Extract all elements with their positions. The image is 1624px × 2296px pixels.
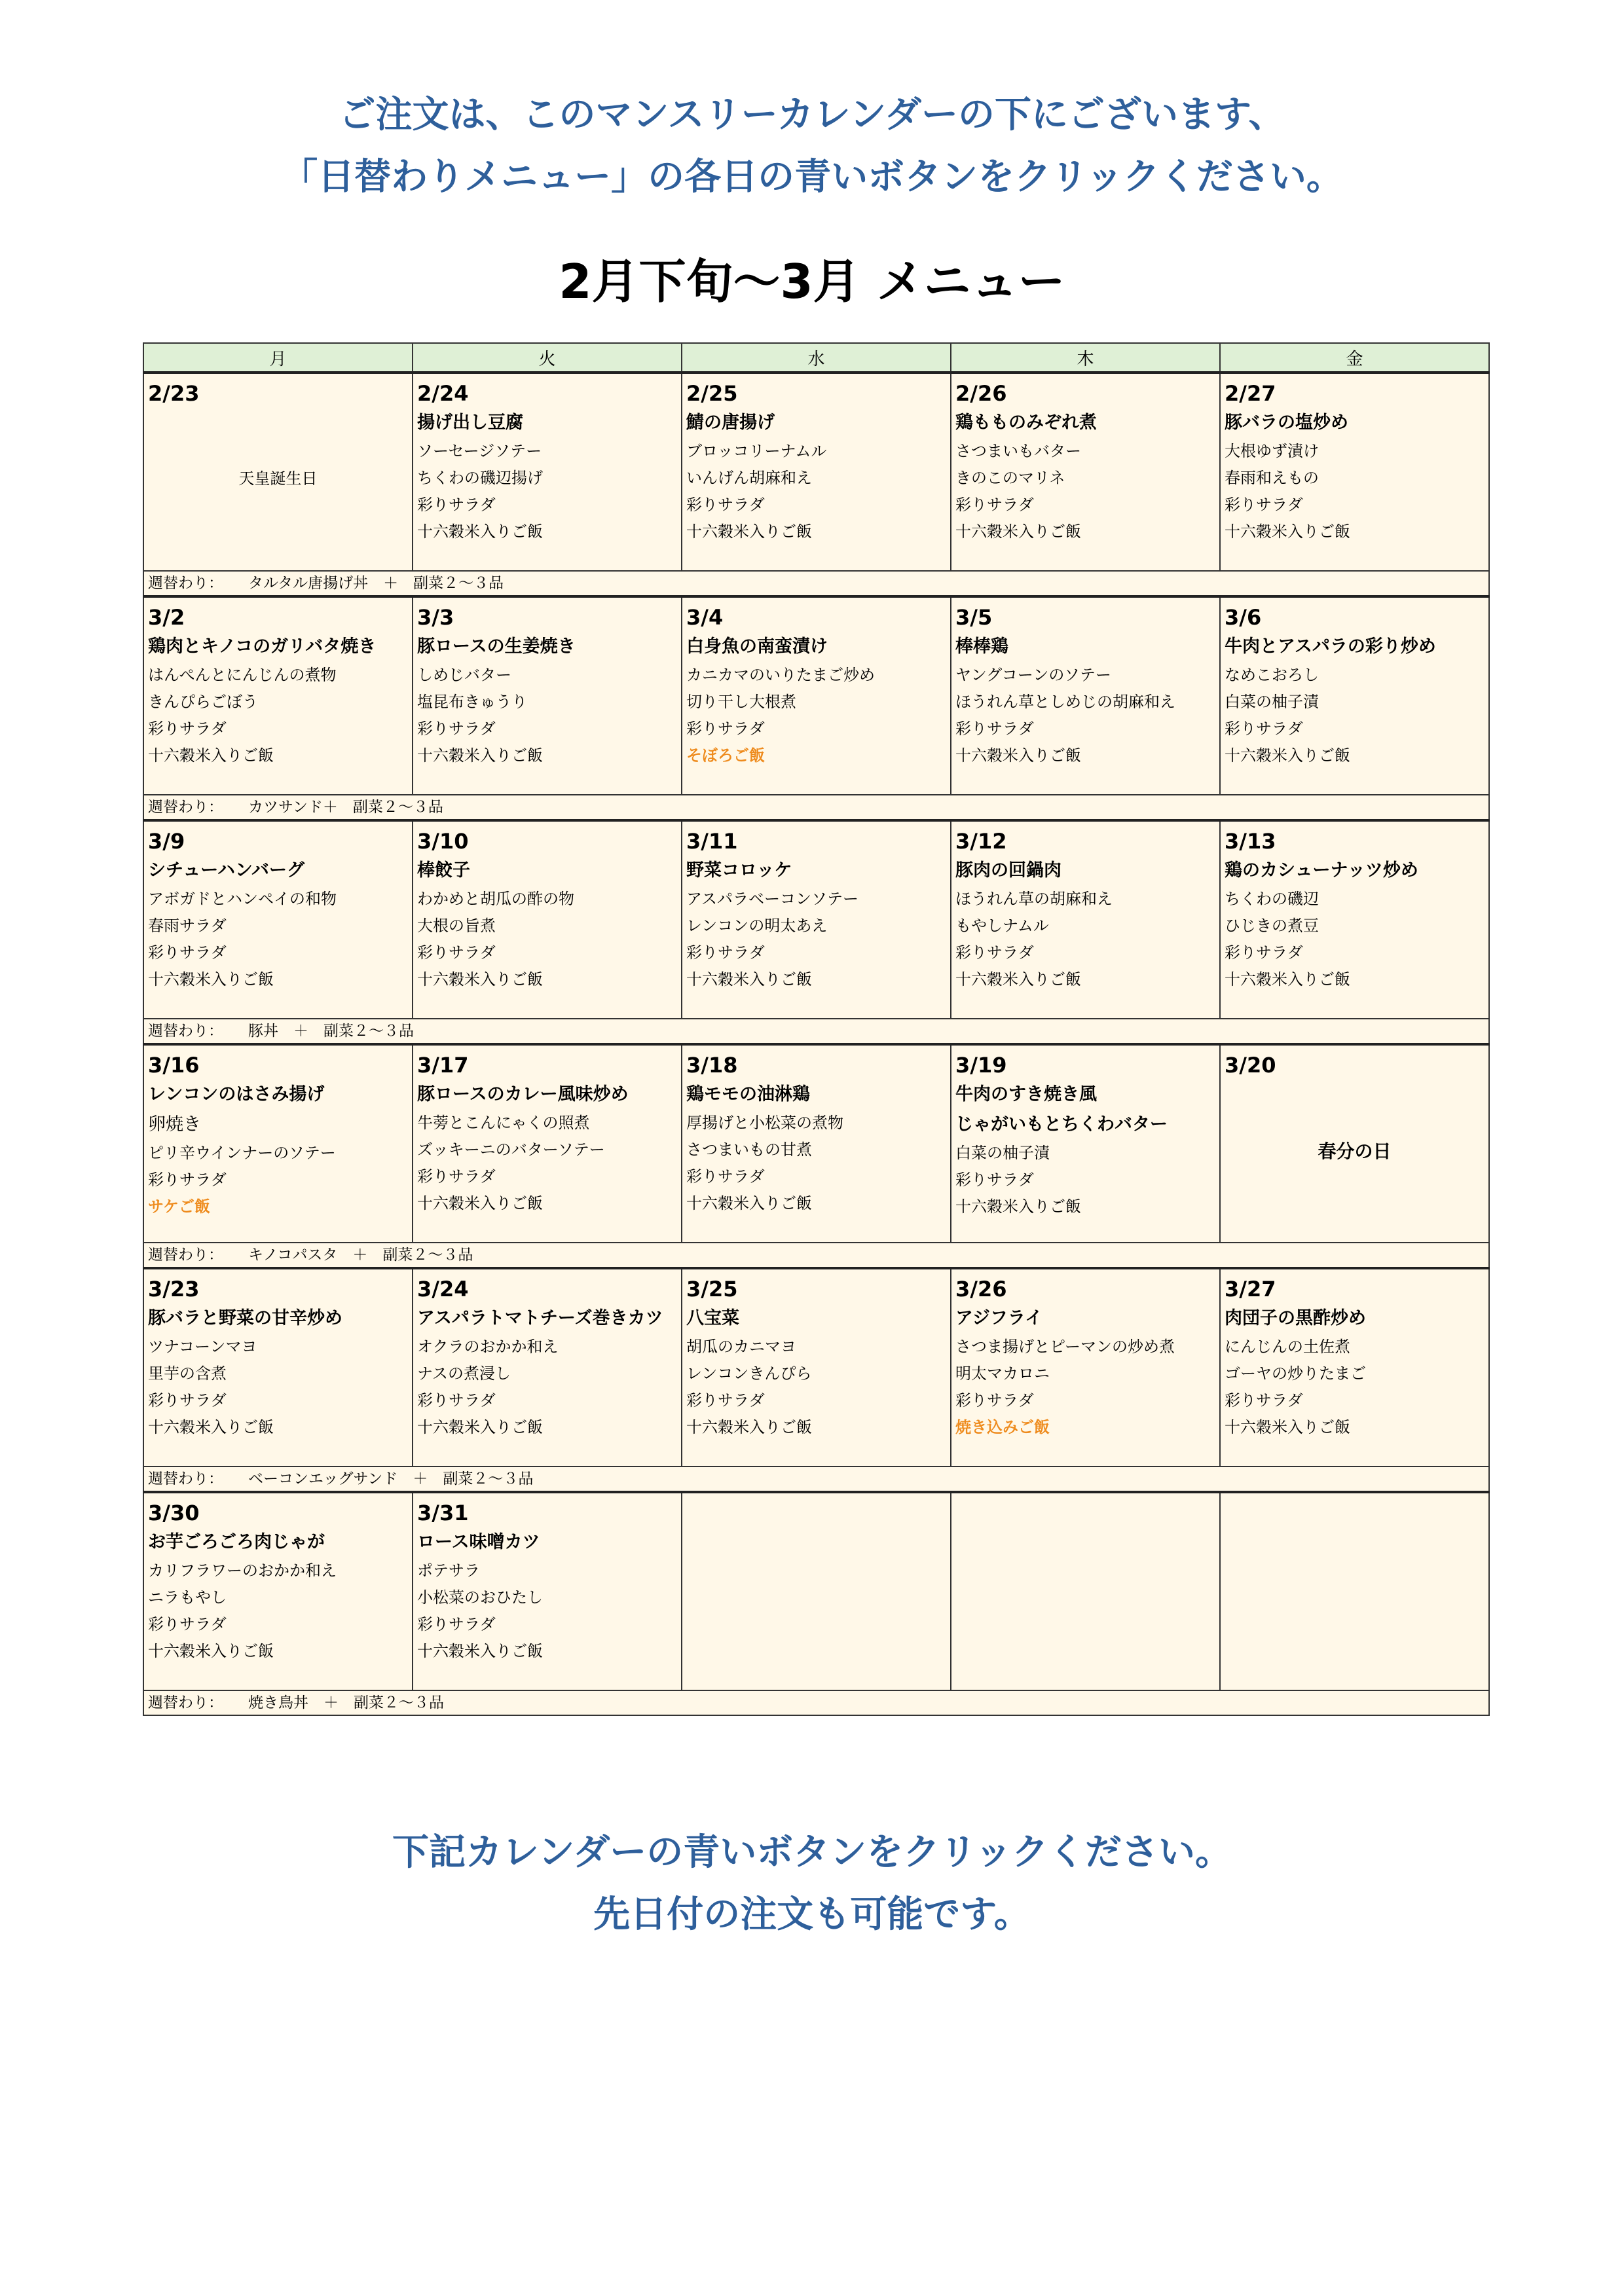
side-dish: 彩りサラダ bbox=[686, 1167, 765, 1186]
side-dish: 十六穀米入りご飯 bbox=[955, 970, 1081, 989]
side-dish: 十六穀米入りご飯 bbox=[1225, 746, 1350, 765]
side-dish: ひじきの煮豆 bbox=[1225, 917, 1319, 935]
side-dish: ゴーヤの炒りたまご bbox=[1225, 1364, 1366, 1383]
side-dish: 彩りサラダ bbox=[417, 1167, 496, 1186]
notice-bottom-line1: 下記カレンダーの青いボタンをクリックください。 bbox=[392, 1831, 1232, 1874]
notice-top-line1: ご注文は、このマンスリーカレンダーの下にございます、 bbox=[339, 94, 1285, 136]
holiday-label: 春分の日 bbox=[1318, 1140, 1392, 1162]
main-dish: 肉団子の黒酢炒め bbox=[1225, 1308, 1366, 1328]
side-dish: 明太マカロニ bbox=[955, 1364, 1050, 1383]
second-dish: じゃがいもとちくわバター bbox=[955, 1114, 1168, 1135]
side-dish: 彩りサラダ bbox=[955, 1391, 1034, 1410]
special-rice: サケご飯 bbox=[148, 1197, 211, 1216]
side-dish: ソーセージソテー bbox=[417, 442, 542, 460]
weekly-label: 週替わり： bbox=[148, 1247, 223, 1264]
day-date: 3/18 bbox=[686, 1053, 738, 1078]
side-dish: 十六穀米入りご飯 bbox=[955, 1197, 1081, 1216]
day-date: 3/10 bbox=[417, 829, 469, 854]
side-dish: 十六穀米入りご飯 bbox=[686, 522, 812, 541]
side-dish: ピリ辛ウインナーのソテー bbox=[148, 1144, 336, 1162]
side-dish: 十六穀米入りご飯 bbox=[417, 1642, 543, 1660]
side-dish: 彩りサラダ bbox=[686, 1391, 765, 1410]
side-dish: ほうれん草としめじの胡麻和え bbox=[955, 693, 1175, 711]
weekly-special-menu: タルタル唐揚げ丼 ＋ 副菜２～３品 bbox=[248, 575, 504, 592]
day-cell bbox=[413, 1044, 682, 1243]
order-notice-bottom bbox=[0, 1821, 1624, 1946]
weekday-mon: 月 bbox=[143, 343, 413, 373]
weekly-special-row bbox=[143, 1467, 1489, 1492]
day-cell bbox=[951, 373, 1220, 571]
day-cell bbox=[143, 1492, 413, 1690]
side-dish: 十六穀米入りご飯 bbox=[148, 746, 274, 765]
order-notice-top bbox=[0, 84, 1624, 208]
day-date: 3/25 bbox=[686, 1277, 738, 1302]
day-date: 2/24 bbox=[417, 381, 469, 406]
side-dish: 彩りサラダ bbox=[148, 943, 227, 962]
holiday-label: 天皇誕生日 bbox=[238, 469, 318, 488]
side-dish: 十六穀米入りご飯 bbox=[1225, 522, 1350, 541]
day-date: 3/9 bbox=[148, 829, 185, 854]
weekly-special-cell bbox=[143, 795, 1489, 820]
weekly-special-menu: 豚丼 ＋ 副菜２～３品 bbox=[248, 1023, 414, 1040]
side-dish: 十六穀米入りご飯 bbox=[955, 746, 1081, 765]
side-dish: アボガドとハンペイの和物 bbox=[148, 890, 337, 908]
day-cell bbox=[143, 596, 413, 795]
side-dish: 彩りサラダ bbox=[1225, 496, 1303, 514]
side-dish: 彩りサラダ bbox=[955, 943, 1034, 962]
main-dish: 豚バラの塩炒め bbox=[1225, 412, 1348, 433]
day-date: 3/5 bbox=[955, 605, 993, 630]
main-dish: 棒棒鶏 bbox=[955, 636, 1008, 657]
side-dish: 彩りサラダ bbox=[686, 943, 765, 962]
side-dish: 十六穀米入りご飯 bbox=[955, 522, 1081, 541]
main-dish: レンコンのはさみ揚げ bbox=[148, 1084, 325, 1104]
week-row bbox=[143, 373, 1489, 571]
day-cell bbox=[951, 820, 1220, 1019]
day-cell bbox=[682, 596, 951, 795]
day-cell bbox=[1220, 820, 1489, 1019]
side-dish: 彩りサラダ bbox=[686, 720, 765, 738]
day-date: 2/26 bbox=[955, 381, 1007, 406]
side-dish: アスパラベーコンソテー bbox=[686, 890, 859, 908]
weekly-label: 週替わり： bbox=[148, 1694, 223, 1711]
side-dish: ブロッコリーナムル bbox=[686, 442, 827, 460]
weekly-special-menu: 焼き鳥丼 ＋ 副菜２～３品 bbox=[248, 1694, 444, 1711]
side-dish: 彩りサラダ bbox=[148, 1391, 227, 1410]
side-dish: オクラのおかか和え bbox=[417, 1338, 559, 1356]
side-dish: カリフラワーのおかか和え bbox=[148, 1561, 337, 1580]
side-dish: ズッキーニのバターソテー bbox=[417, 1140, 605, 1159]
day-date: 3/12 bbox=[955, 829, 1007, 854]
side-dish: 十六穀米入りご飯 bbox=[148, 1418, 274, 1436]
side-dish: ナスの煮浸し bbox=[417, 1364, 511, 1383]
main-dish: アジフライ bbox=[955, 1308, 1043, 1328]
day-cell bbox=[1220, 1044, 1489, 1243]
day-cell bbox=[413, 1492, 682, 1690]
main-dish: アスパラトマトチーズ巻きカツ bbox=[417, 1308, 663, 1328]
side-dish: 彩りサラダ bbox=[417, 1391, 496, 1410]
week-row bbox=[143, 1268, 1489, 1467]
side-dish: にんじんの土佐煮 bbox=[1225, 1338, 1350, 1356]
side-dish: 十六穀米入りご飯 bbox=[417, 1194, 543, 1212]
day-date: 2/25 bbox=[686, 381, 738, 406]
side-dish: カニカマのいりたまご炒め bbox=[686, 666, 875, 684]
day-cell bbox=[682, 373, 951, 571]
day-date: 3/4 bbox=[686, 605, 724, 630]
main-dish: 豚ロースの生姜焼き bbox=[417, 636, 576, 657]
side-dish: さつまいもバター bbox=[955, 442, 1081, 460]
special-rice: 焼き込みご飯 bbox=[955, 1418, 1050, 1436]
side-dish: 牛蒡とこんにゃくの照煮 bbox=[417, 1114, 590, 1132]
empty-day-cell bbox=[682, 1492, 951, 1690]
side-dish: 白菜の柚子漬 bbox=[1225, 693, 1319, 711]
day-date: 2/23 bbox=[148, 381, 200, 406]
main-dish: 鶏肉とキノコのガリバタ焼き bbox=[148, 636, 377, 657]
side-dish: なめこおろし bbox=[1225, 666, 1319, 684]
day-date: 3/19 bbox=[955, 1053, 1007, 1078]
day-date: 3/3 bbox=[417, 605, 454, 630]
main-dish: 牛肉とアスパラの彩り炒め bbox=[1225, 636, 1436, 657]
side-dish: さつまいもの甘煮 bbox=[686, 1140, 812, 1159]
weekly-label: 週替わり： bbox=[148, 1023, 223, 1040]
special-rice: そぼろご飯 bbox=[686, 746, 765, 765]
day-date: 3/26 bbox=[955, 1277, 1007, 1302]
side-dish: 白菜の柚子漬 bbox=[955, 1144, 1050, 1162]
side-dish: ちくわの磯辺揚げ bbox=[417, 469, 543, 487]
side-dish: 十六穀米入りご飯 bbox=[686, 970, 812, 989]
main-dish: 牛肉のすき焼き風 bbox=[955, 1084, 1097, 1104]
side-dish: 彩りサラダ bbox=[686, 496, 765, 514]
side-dish: 十六穀米入りご飯 bbox=[148, 1642, 274, 1660]
monthly-menu-calendar bbox=[143, 342, 1490, 1716]
day-cell bbox=[951, 1044, 1220, 1243]
day-date: 3/2 bbox=[148, 605, 185, 630]
weekly-label: 週替わり： bbox=[148, 799, 223, 816]
side-dish: 十六穀米入りご飯 bbox=[1225, 970, 1350, 989]
weekly-special-menu: ベーコンエッグサンド ＋ 副菜２～３品 bbox=[248, 1470, 534, 1487]
day-cell bbox=[1220, 596, 1489, 795]
main-dish: 豚肉の回鍋肉 bbox=[955, 860, 1061, 881]
side-dish: 彩りサラダ bbox=[955, 720, 1034, 738]
weekly-special-row bbox=[143, 1243, 1489, 1268]
week-row bbox=[143, 1044, 1489, 1243]
side-dish: 十六穀米入りご飯 bbox=[417, 746, 543, 765]
side-dish: もやしナムル bbox=[955, 917, 1049, 935]
side-dish: 彩りサラダ bbox=[148, 1171, 227, 1189]
day-date: 3/13 bbox=[1225, 829, 1276, 854]
side-dish: 胡瓜のカニマヨ bbox=[686, 1338, 796, 1356]
main-dish: 揚げ出し豆腐 bbox=[417, 412, 523, 433]
side-dish: いんげん胡麻和え bbox=[686, 469, 812, 487]
main-dish: 白身魚の南蛮漬け bbox=[686, 636, 828, 657]
main-dish: ロース味噌カツ bbox=[417, 1532, 540, 1552]
weekly-special-cell bbox=[143, 571, 1489, 596]
weekly-special-row bbox=[143, 571, 1489, 596]
side-dish: 彩りサラダ bbox=[1225, 943, 1303, 962]
day-cell bbox=[143, 373, 413, 571]
side-dish: 十六穀米入りご飯 bbox=[686, 1194, 812, 1212]
side-dish: きんぴらごぼう bbox=[148, 693, 258, 711]
side-dish: 彩りサラダ bbox=[1225, 1391, 1303, 1410]
side-dish: ほうれん草の胡麻和え bbox=[955, 890, 1113, 908]
day-cell bbox=[1220, 373, 1489, 571]
empty-day-cell bbox=[1220, 1492, 1489, 1690]
day-cell bbox=[1220, 1268, 1489, 1467]
side-dish: 厚揚げと小松菜の煮物 bbox=[686, 1114, 843, 1132]
day-date: 3/20 bbox=[1225, 1053, 1276, 1078]
weekly-special-cell bbox=[143, 1690, 1489, 1715]
side-dish: ニラもやし bbox=[148, 1588, 227, 1607]
weekly-special-row bbox=[143, 1690, 1489, 1715]
side-dish: 彩りサラダ bbox=[955, 1171, 1034, 1189]
week-row bbox=[143, 1492, 1489, 1690]
weekly-label: 週替わり： bbox=[148, 1470, 223, 1487]
day-date: 3/6 bbox=[1225, 605, 1262, 630]
day-date: 2/27 bbox=[1225, 381, 1276, 406]
side-dish: 十六穀米入りご飯 bbox=[686, 1418, 812, 1436]
side-dish: さつま揚げとピーマンの炒め煮 bbox=[955, 1338, 1175, 1356]
empty-day-cell bbox=[951, 1492, 1220, 1690]
side-dish: 十六穀米入りご飯 bbox=[1225, 1418, 1350, 1436]
main-dish: 鶏もものみぞれ煮 bbox=[955, 412, 1097, 433]
side-dish: ちくわの磯辺 bbox=[1225, 890, 1319, 908]
weekly-special-cell bbox=[143, 1019, 1489, 1044]
side-dish: 彩りサラダ bbox=[417, 720, 496, 738]
main-dish: シチューハンバーグ bbox=[148, 860, 304, 881]
day-cell bbox=[682, 1044, 951, 1243]
side-dish: レンコンきんぴら bbox=[686, 1364, 812, 1383]
side-dish: わかめと胡瓜の酢の物 bbox=[417, 890, 574, 908]
side-dish: 塩昆布きゅうり bbox=[417, 693, 527, 711]
weekday-thu: 木 bbox=[951, 343, 1220, 373]
side-dish: しめじバター bbox=[417, 666, 511, 684]
side-dish: 彩りサラダ bbox=[955, 496, 1034, 514]
side-dish: ポテサラ bbox=[417, 1561, 480, 1580]
day-date: 3/17 bbox=[417, 1053, 469, 1078]
side-dish: ヤングコーンのソテー bbox=[955, 666, 1111, 684]
day-date: 3/16 bbox=[148, 1053, 200, 1078]
side-dish: 十六穀米入りご飯 bbox=[148, 970, 274, 989]
side-dish: 大根の旨煮 bbox=[417, 917, 496, 935]
side-dish: 十六穀米入りご飯 bbox=[417, 522, 543, 541]
day-date: 3/31 bbox=[417, 1501, 469, 1525]
day-cell bbox=[682, 820, 951, 1019]
weekly-special-cell bbox=[143, 1243, 1489, 1268]
main-dish: お芋ごろごろ肉じゃが bbox=[148, 1532, 325, 1552]
notice-bottom-line2: 先日付の注文も可能です。 bbox=[593, 1893, 1031, 1936]
side-dish: ツナコーンマヨ bbox=[148, 1338, 257, 1356]
main-dish: 鯖の唐揚げ bbox=[686, 412, 775, 433]
side-dish: 彩りサラダ bbox=[1225, 720, 1303, 738]
day-cell bbox=[951, 1268, 1220, 1467]
week-row bbox=[143, 596, 1489, 795]
main-dish: 野菜コロッケ bbox=[686, 860, 792, 881]
day-cell bbox=[413, 373, 682, 571]
weekly-special-row bbox=[143, 795, 1489, 820]
day-cell bbox=[951, 596, 1220, 795]
main-dish: 鶏のカシューナッツ炒め bbox=[1225, 860, 1418, 881]
weekday-tue: 火 bbox=[413, 343, 682, 373]
weekly-special-cell bbox=[143, 1467, 1489, 1492]
weekly-special-menu: キノコパスタ ＋ 副菜２～３品 bbox=[248, 1247, 473, 1264]
side-dish: 彩りサラダ bbox=[417, 496, 496, 514]
main-dish: 八宝菜 bbox=[686, 1308, 739, 1328]
weekly-special-menu: カツサンド＋ 副菜２～３品 bbox=[248, 799, 443, 816]
side-dish: 切り干し大根煮 bbox=[686, 693, 796, 711]
side-dish: はんぺんとにんじんの煮物 bbox=[148, 666, 337, 684]
weekly-special-row bbox=[143, 1019, 1489, 1044]
day-cell bbox=[413, 1268, 682, 1467]
side-dish: 小松菜のおひたし bbox=[417, 1588, 543, 1607]
weekday-fri: 金 bbox=[1220, 343, 1489, 373]
day-cell bbox=[143, 820, 413, 1019]
side-dish: 春雨和えもの bbox=[1225, 469, 1319, 487]
second-dish: 卵焼き bbox=[148, 1114, 201, 1135]
main-dish: 豚バラと野菜の甘辛炒め bbox=[148, 1308, 342, 1328]
weekly-label: 週替わり： bbox=[148, 575, 223, 592]
weekday-header-row bbox=[143, 343, 1489, 373]
week-row bbox=[143, 820, 1489, 1019]
day-cell bbox=[682, 1268, 951, 1467]
day-date: 3/24 bbox=[417, 1277, 469, 1302]
day-cell bbox=[413, 820, 682, 1019]
main-dish: 棒餃子 bbox=[417, 860, 470, 881]
side-dish: 彩りサラダ bbox=[417, 943, 496, 962]
day-date: 3/27 bbox=[1225, 1277, 1276, 1302]
side-dish: きのこのマリネ bbox=[955, 469, 1065, 487]
menu-title: 2月下旬～3月 メニュー bbox=[559, 254, 1065, 309]
day-date: 3/11 bbox=[686, 829, 738, 854]
side-dish: 大根ゆず漬け bbox=[1225, 442, 1319, 460]
side-dish: 十六穀米入りご飯 bbox=[417, 970, 543, 989]
side-dish: レンコンの明太あえ bbox=[686, 917, 828, 935]
day-cell bbox=[143, 1268, 413, 1467]
side-dish: 春雨サラダ bbox=[148, 917, 227, 935]
side-dish: 彩りサラダ bbox=[417, 1615, 496, 1633]
notice-top-line2: 「日替わりメニュー」の各日の青いボタンをクリックください。 bbox=[281, 156, 1343, 198]
side-dish: 彩りサラダ bbox=[148, 1615, 227, 1633]
main-dish: 豚ロースのカレー風味炒め bbox=[417, 1084, 629, 1104]
day-date: 3/30 bbox=[148, 1501, 200, 1525]
weekday-wed: 水 bbox=[682, 343, 951, 373]
side-dish: 十六穀米入りご飯 bbox=[417, 1418, 543, 1436]
day-date: 3/23 bbox=[148, 1277, 200, 1302]
day-cell bbox=[143, 1044, 413, 1243]
side-dish: 彩りサラダ bbox=[148, 720, 227, 738]
main-dish: 鶏モモの油淋鶏 bbox=[686, 1084, 810, 1104]
day-cell bbox=[413, 596, 682, 795]
side-dish: 里芋の含煮 bbox=[148, 1364, 227, 1383]
